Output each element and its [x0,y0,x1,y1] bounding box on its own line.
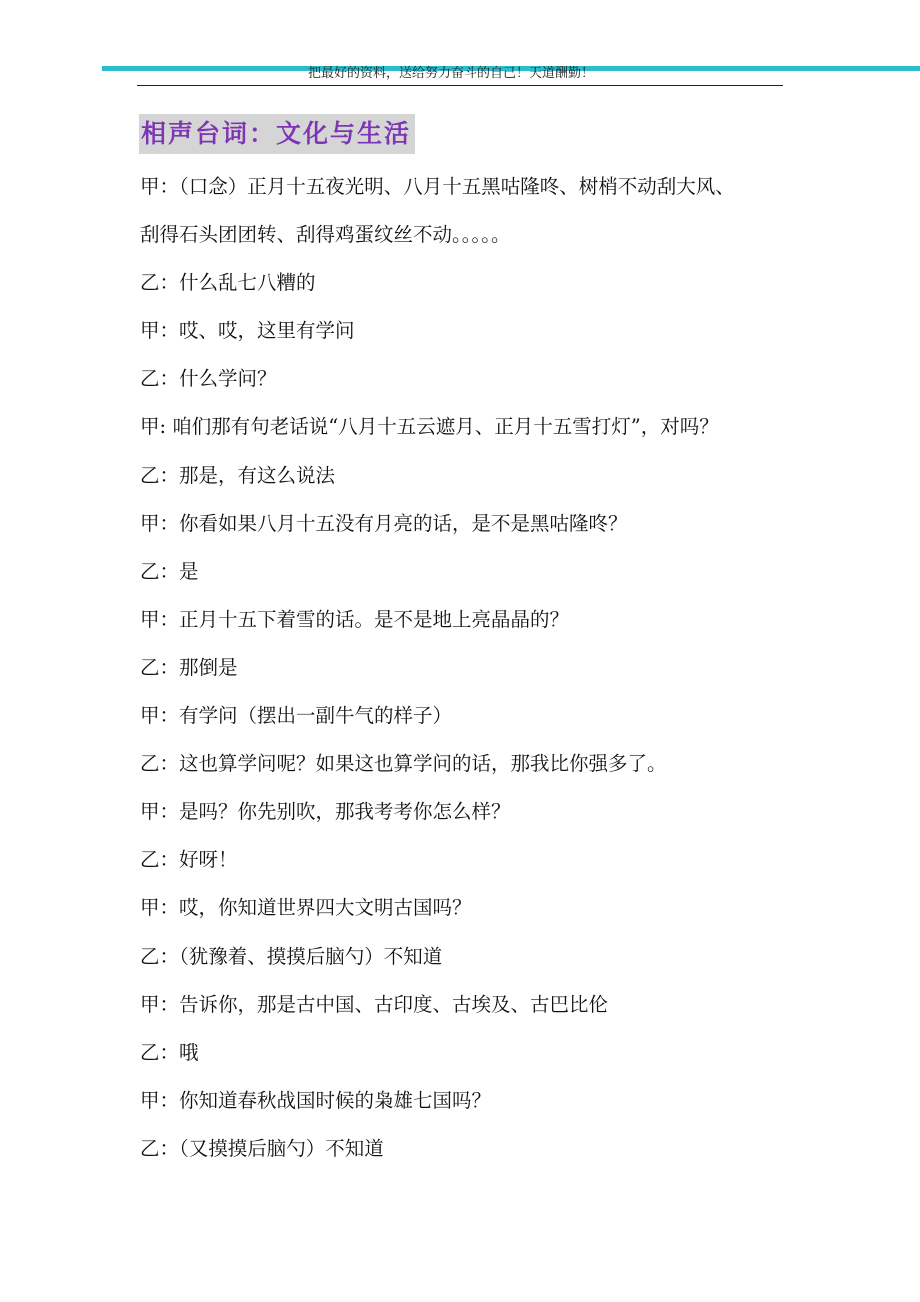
document-title: 相声台词：文化与生活 [139,114,415,154]
dialogue-line: 乙：这也算学问呢？如果这也算学问的话，那我比你强多了。 [140,752,667,776]
dialogue-line: 甲：你知道春秋战国时候的枭雄七国吗？ [140,1088,492,1112]
dialogue-line: 乙：哦 [140,1040,199,1064]
dialogue-line: 乙：什么学问？ [140,367,277,391]
dialogue-line: 乙：是 [140,559,199,583]
dialogue-line: 乙：（犹豫着、摸摸后脑勺）不知道 [140,944,443,968]
dialogue-line: 乙：那倒是 [140,655,238,679]
header-slogan: 把最好的资料，送给努力奋斗的自己！天道酬勤！ [308,66,595,81]
header-divider [137,85,783,86]
dialogue-line: 甲：哎、哎，这里有学问 [140,319,355,343]
dialogue-line: 甲：正月十五下着雪的话。是不是地上亮晶晶的？ [140,607,570,631]
dialogue-line: 甲：哎，你知道世界四大文明古国吗？ [140,896,472,920]
dialogue-line: 甲：（口念）正月十五夜光明、八月十五黑咕隆咚、树梢不动刮大风、 [140,175,735,198]
dialogue-line: 乙：（又摸摸后脑勺）不知道 [140,1136,384,1160]
dialogue-line: 甲：有学问（摆出一副牛气的样子） [140,704,453,728]
dialogue-line: 甲：告诉你，那是古中国、古印度、古埃及、古巴比伦 [140,992,609,1016]
dialogue-line: 甲：你看如果八月十五没有月亮的话，是不是黑咕隆咚？ [140,511,628,535]
dialogue-line: 刮得石头团团转、刮得鸡蛋纹丝不动。。。。。 [140,223,511,247]
dialogue-line: 乙：那是，有这么说法 [140,463,336,487]
dialogue-line: 乙：什么乱七八糟的 [140,271,316,295]
dialogue-line: 乙：好呀！ [140,848,238,872]
dialogue-line: 甲：是吗？你先别吹，那我考考你怎么样？ [140,800,511,824]
dialogue-line: 甲: 咱们那有句老话说“八月十五云遮月、正月十五雪打灯”，对吗？ [140,415,719,439]
dialogue-body [140,163,800,1173]
